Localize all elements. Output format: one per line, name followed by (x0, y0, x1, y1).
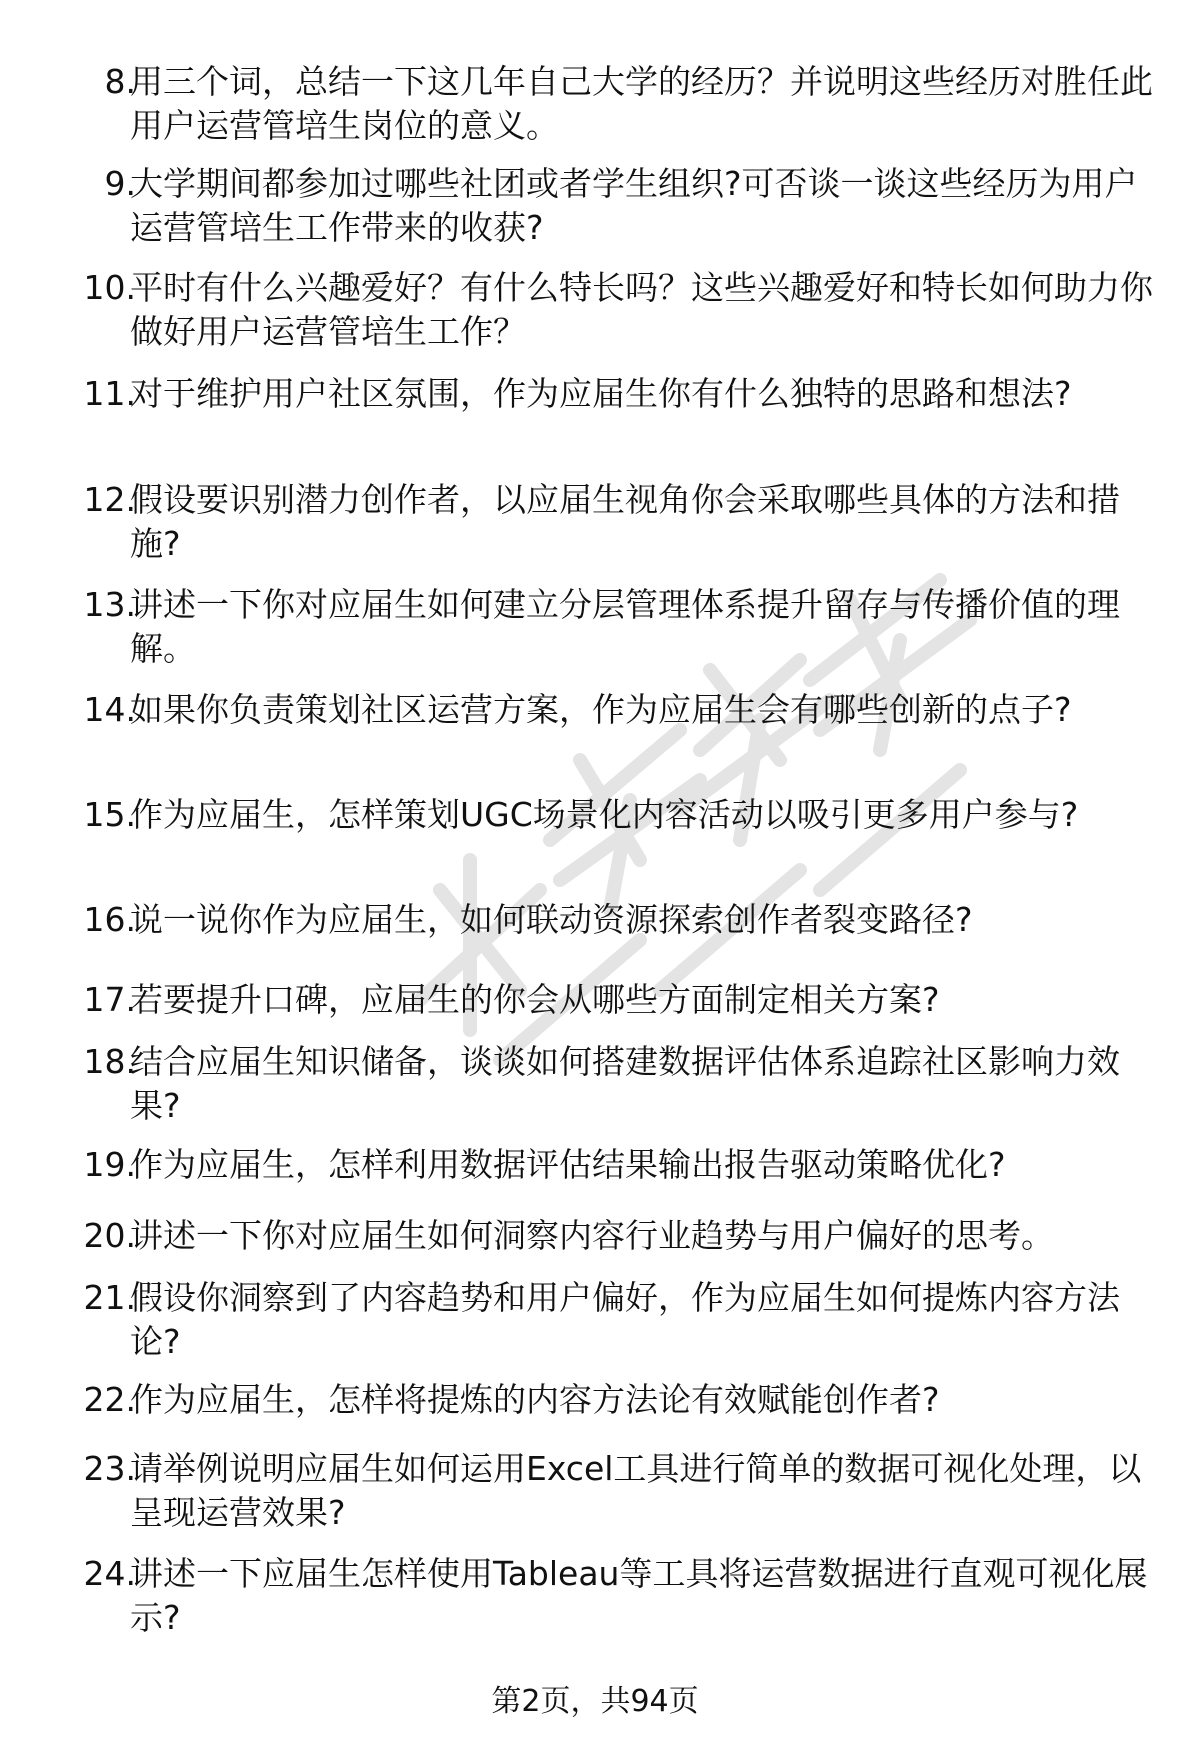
page-footer (0, 1682, 1190, 1722)
question-text: 平时有什么兴趣爱好？有什么特长吗？这些兴趣爱好和特长如何助力你做好用户运营管培生工作？ (130, 268, 1153, 351)
question-number: 20. (83, 1216, 136, 1255)
question-number: 21. (83, 1278, 136, 1317)
question-text: 如果你负责策划社区运营方案，作为应届生会有哪些创新的点子? (130, 690, 1072, 729)
question-number: 11. (83, 374, 136, 413)
question-number: 18. (83, 1042, 136, 1081)
question-text: 大学期间都参加过哪些社团或者学生组织?可否谈一谈这些经历为用户运营管培生工作带来的收获? (130, 164, 1138, 247)
question-text: 结合应届生知识储备，谈谈如何搭建数据评估体系追踪社区影响力效果? (130, 1042, 1120, 1125)
question-number: 10. (83, 268, 136, 307)
question-text: 讲述一下你对应届生如何洞察内容行业趋势与用户偏好的思考。 (130, 1216, 1054, 1255)
question-text: 作为应届生，怎样策划UGC场景化内容活动以吸引更多用户参与? (130, 795, 1079, 834)
question-text: 若要提升口碑，应届生的你会从哪些方面制定相关方案? (130, 980, 940, 1019)
question-text: 假设要识别潜力创作者，以应届生视角你会采取哪些具体的方法和措施? (130, 480, 1120, 563)
question-text: 假设你洞察到了内容趋势和用户偏好，作为应届生如何提炼内容方法论? (130, 1278, 1120, 1361)
question-number: 22. (83, 1380, 136, 1419)
question-number: 13. (83, 585, 136, 624)
question-text: 讲述一下应届生怎样使用Tableau等工具将运营数据进行直观可视化展示? (130, 1554, 1148, 1637)
question-text: 请举例说明应届生如何运用Excel工具进行简单的数据可视化处理，以呈现运营效果? (130, 1449, 1142, 1532)
question-number: 9. (104, 164, 136, 203)
question-number: 17. (83, 980, 136, 1019)
question-text: 用三个词，总结一下这几年自己大学的经历？并说明这些经历对胜任此用户运营管培生岗位的意义。 (130, 62, 1153, 145)
question-text: 对于维护用户社区氛围，作为应届生你有什么独特的思路和想法? (130, 374, 1072, 413)
question-number: 19. (83, 1145, 136, 1184)
question-number: 12. (83, 480, 136, 519)
question-text: 作为应届生，怎样将提炼的内容方法论有效赋能创作者? (130, 1380, 940, 1419)
question-number: 15. (83, 795, 136, 834)
question-text: 讲述一下你对应届生如何建立分层管理体系提升留存与传播价值的理解。 (130, 585, 1120, 668)
question-number: 8. (104, 62, 136, 101)
question-text: 说一说你作为应届生，如何联动资源探索创作者裂变路径? (130, 900, 973, 939)
question-number: 23. (83, 1449, 136, 1488)
question-number: 24. (83, 1554, 136, 1593)
page-number-label: 第2页，共94页 (491, 1684, 699, 1719)
question-text: 作为应届生，怎样利用数据评估结果输出报告驱动策略优化? (130, 1145, 1006, 1184)
question-number: 14. (83, 690, 136, 729)
question-number: 16. (83, 900, 136, 939)
